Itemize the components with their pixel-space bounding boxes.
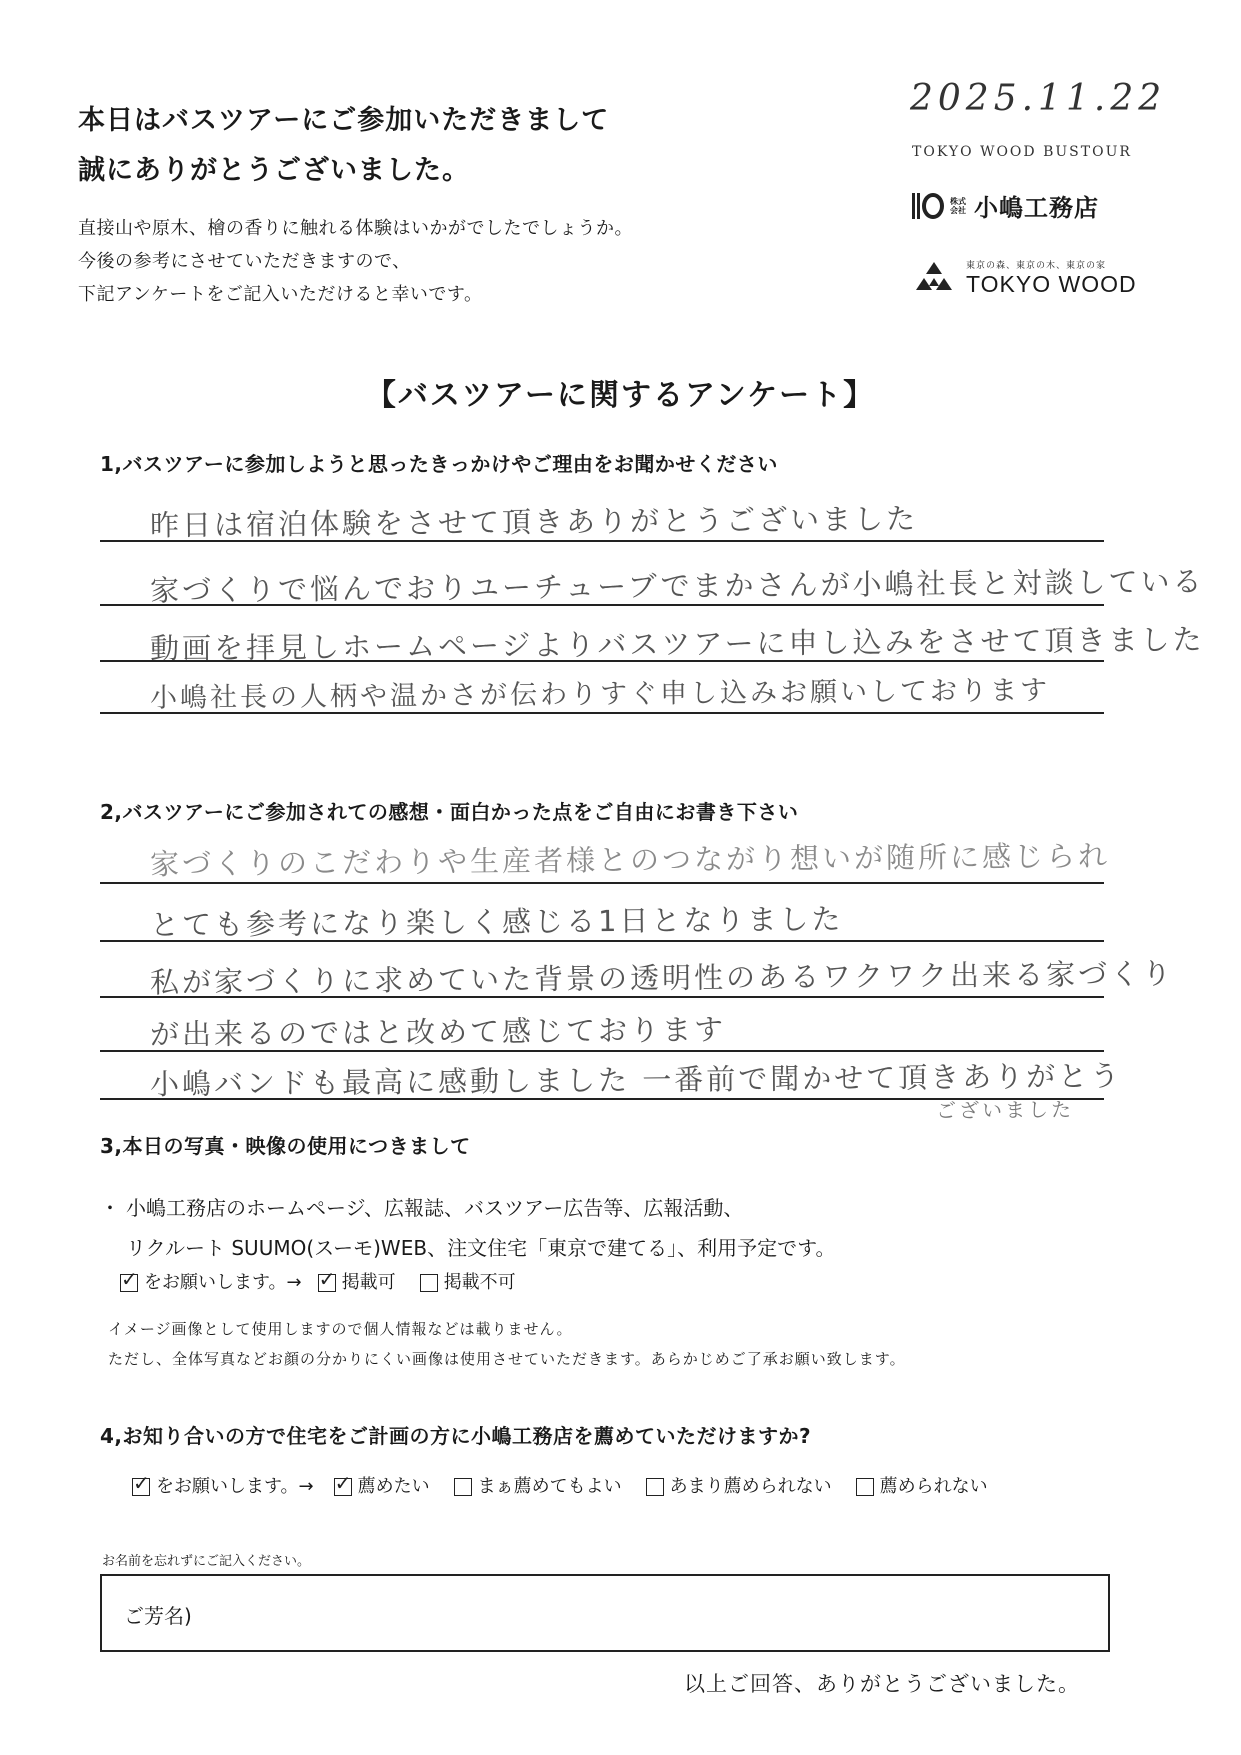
usage-line-1: 小嶋工務店のホームページ、広報誌、バスツアー広告等、広報活動、: [126, 1196, 744, 1220]
q4-prefix-label: をお願いします。→: [156, 1476, 314, 1497]
closing-thanks: 以上ご回答、ありがとうございました。: [684, 1672, 1080, 1696]
q4-no-checkbox[interactable]: [856, 1478, 874, 1496]
answer-2-line-3: 私が家づくりに求めていた背景の透明性のあるワクワク出来る家づくり: [149, 956, 1175, 1000]
q3-publish-ok-checkbox[interactable]: [318, 1274, 336, 1292]
intro-title-line-1: 本日はバスツアーにご参加いただきまして: [78, 105, 610, 136]
intro-body-line-3: 下記アンケートをご記入いただけると幸いです。: [78, 284, 483, 305]
name-label: ご芳名): [124, 1604, 192, 1628]
answer-line: [100, 1050, 1104, 1052]
answer-2-line-6: ございました: [935, 1097, 1075, 1123]
q4-options: [132, 1472, 988, 1498]
answer-1-line-1: 昨日は宿泊体験をさせて頂きありがとうございました: [149, 501, 919, 543]
name-field[interactable]: [100, 1574, 1110, 1652]
company-name: 小嶋工務店: [974, 194, 1099, 222]
answer-line: [100, 604, 1104, 606]
brand-name: TOKYO WOOD: [966, 271, 1137, 297]
q4-recommend-checkbox[interactable]: [334, 1478, 352, 1496]
answer-1-line-2: 家づくりで悩んでおりユーチューブでまかさんが小嶋社長と対談している: [149, 564, 1205, 608]
intro-title: [78, 96, 609, 196]
answer-line: [100, 540, 1104, 542]
usage-bullet: [100, 1188, 835, 1268]
q3-publish-ng-label: 掲載不可: [443, 1272, 516, 1293]
answer-2-line-4: が出来るのではと改めて感じております: [149, 1012, 727, 1052]
q3-prefix-label: をお願いします。→: [144, 1272, 302, 1293]
intro-body-line-1: 直接山や原木、檜の香りに触れる体験はいかがでしたでしょうか。: [78, 218, 633, 239]
q4-maybe-label: まぁ薦めてもよい: [477, 1476, 622, 1497]
question-2: 2,バスツアーにご参加されての感想・面白かった点をご自由にお書き下さい: [100, 800, 799, 824]
q3-publish-ok-label: 掲載可: [341, 1272, 396, 1293]
q3-publish-ng-checkbox[interactable]: [420, 1274, 438, 1292]
answer-1-line-3: 動画を拝見しホームページよりバスツアーに申し込みをさせて頂きました: [149, 622, 1205, 666]
q3-note-2: ただし、全体写真などお顔の分かりにくい画像は使用させていただきます。あらかじめご了承お願い致します。: [108, 1350, 906, 1368]
event-date: 2025.11.22: [910, 78, 1167, 119]
brand-logo: [912, 258, 1137, 298]
q4-prefix-checkbox[interactable]: [132, 1478, 150, 1496]
q4-hardly-checkbox[interactable]: [646, 1478, 664, 1496]
question-3: 3,本日の写真・映像の使用につきまして: [100, 1134, 471, 1158]
bullet-dot: ・: [100, 1196, 120, 1220]
tour-name: TOKYO WOOD BUSTOUR: [912, 144, 1132, 160]
answer-line: [100, 996, 1104, 998]
q3-note-1: イメージ画像として使用しますので個人情報などは載りません。: [108, 1320, 573, 1338]
usage-line-2: リクルート SUUMO(スーモ)WEB、注文住宅「東京で建てる」、利用予定です。: [126, 1236, 836, 1260]
wood-rings-icon: [912, 192, 944, 220]
answer-2-line-5: 小嶋バンドも最高に感動しました 一番前で聞かせて頂きありがとう: [149, 1058, 1123, 1102]
q4-recommend-label: 薦めたい: [357, 1476, 430, 1497]
q3-options: [120, 1268, 516, 1294]
answer-2-line-1: 家づくりのこだわりや生産者様とのつながり想いが随所に感じられ: [149, 838, 1111, 882]
question-4: 4,お知り合いの方で住宅をご計画の方に小嶋工務店を薦めていただけますか?: [100, 1424, 812, 1448]
answer-line: [100, 712, 1104, 714]
survey-title: 【バスツアーに関するアンケート】: [365, 378, 876, 413]
triangles-icon: [912, 260, 956, 296]
q4-maybe-checkbox[interactable]: [454, 1478, 472, 1496]
company-logo: [912, 188, 1099, 223]
company-type: 株式会社: [950, 196, 966, 215]
answer-2-line-2: とても参考になり楽しく感じる1日となりました: [149, 901, 844, 943]
intro-body-line-2: 今後の参考にさせていただきますので、: [78, 251, 411, 272]
intro-body: [78, 212, 633, 311]
name-prompt: お名前を忘れずにご記入ください。: [102, 1554, 311, 1569]
intro-title-line-2: 誠にありがとうございました。: [78, 155, 470, 186]
answer-line: [100, 940, 1104, 942]
answer-line: [100, 660, 1104, 662]
brand-tagline: 東京の森、東京の木、東京の家: [966, 261, 1107, 271]
question-1: 1,バスツアーに参加しようと思ったきっかけやご理由をお聞かせください: [100, 452, 778, 476]
q4-hardly-label: あまり薦められない: [669, 1476, 832, 1497]
q4-no-label: 薦められない: [879, 1476, 988, 1497]
answer-line: [100, 882, 1104, 884]
q3-prefix-checkbox[interactable]: [120, 1274, 138, 1292]
answer-1-line-4: 小嶋社長の人柄や温かさが伝わりすぐ申し込みお願いしております: [149, 675, 1051, 714]
